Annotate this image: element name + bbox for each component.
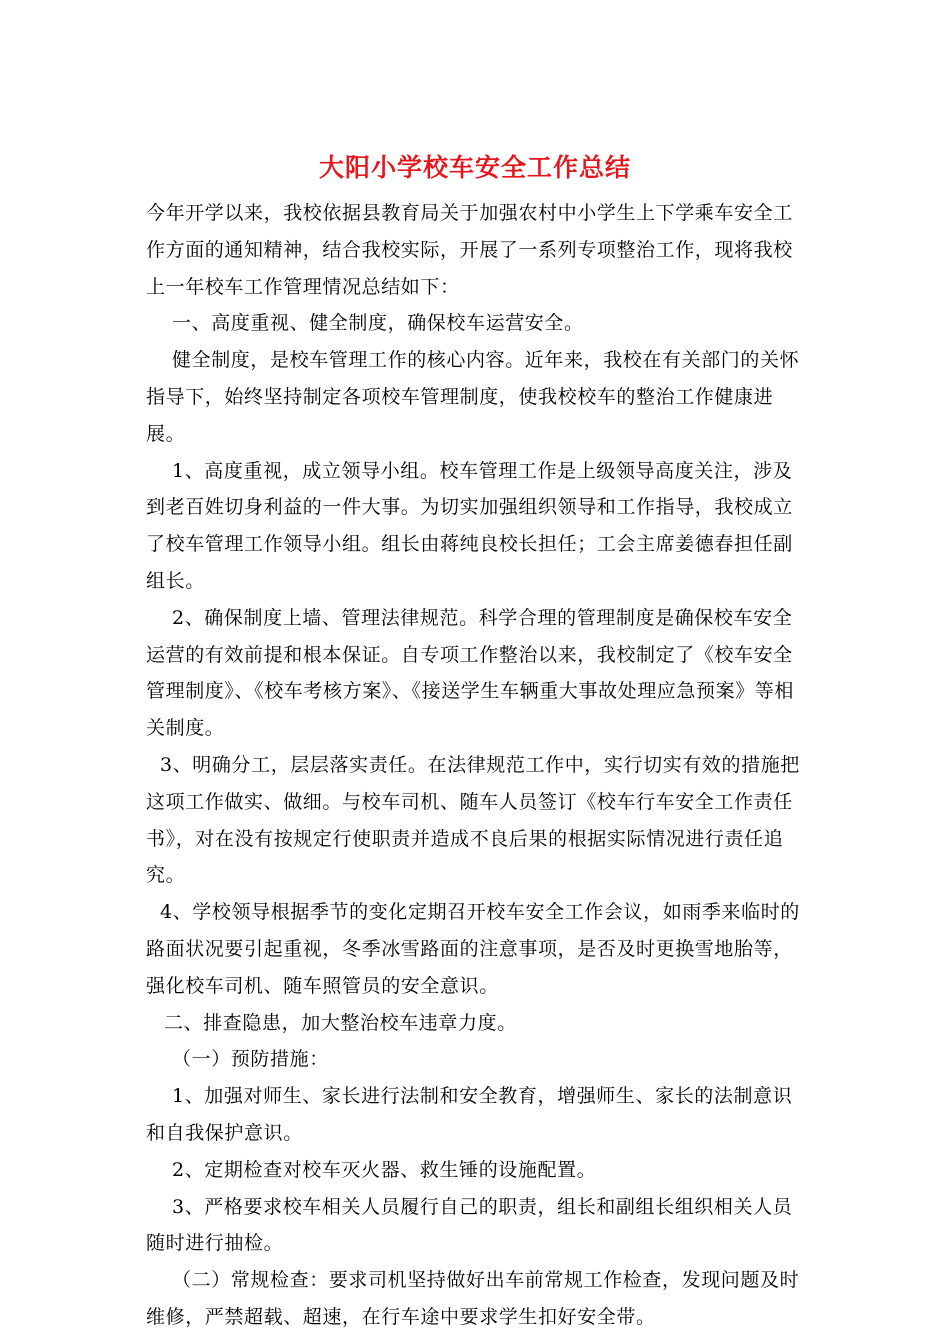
paragraph-section-2-heading: 二、排查隐患，加大整治校车违章力度。 <box>164 1011 517 1034</box>
document-title: 大阳小学校车安全工作总结 <box>318 153 631 182</box>
paragraph-item-3: 3、明确分工，层层落实责任。在法律规范工作中，实行切实有效的措施把这项工作做实、做细。与校车司机、随车人员签订《校车行车安全工作责任书》，对在没有按规定行使职责并造成不良后果的根据实际情况进行责任追究。 <box>146 753 800 887</box>
paragraph-prevention-1: 1、加强对师生、家长进行法制和安全教育，增强师生、家长的法制意识和自我保护意识。 <box>146 1085 793 1144</box>
paragraph-prevention-2: 2、定期检查对校车灭火器、救生锤的设施配置。 <box>172 1158 597 1181</box>
paragraph-prevention-3: 3、严格要求校车相关人员履行自己的职责，组长和副组长组织相关人员随时进行抽检。 <box>146 1195 793 1255</box>
paragraph-intro: 今年开学以来，我校依据县教育局关于加强农村中小学生上下学乘车安全工作方面的通知精神，结合我校实际，开展了一系列专项整治工作，现将我校上一年校车工作管理情况总结如下： <box>146 202 793 298</box>
document-body <box>146 195 808 1336</box>
paragraph-section-1-heading: 一、高度重视、健全制度，确保校车运营安全。 <box>172 312 584 335</box>
paragraph-item-4: 4、学校领导根据季节的变化定期召开校车安全工作会议，如雨季来临时的路面状况要引起重视，冬季冰雪路面的注意事项，是否及时更换雪地胎等，强化校车司机、随车照管员的安全意识。 <box>146 901 800 997</box>
paragraph-subsection-2: （二）常规检查：要求司机坚持做好出车前常规工作检查，发现问题及时维修，严禁超载、超速，在行车途中要求学生扣好安全带。 <box>146 1269 800 1328</box>
paragraph-subsection-1-heading: （一）预防措施： <box>172 1048 329 1071</box>
paragraph-item-1: 1、高度重视，成立领导小组。校车管理工作是上级领导高度关注，涉及到老百姓切身利益的一件大事。为切实加强组织领导和工作指导，我校成立了校车管理工作领导小组。组长由蒋纯良校长担任；工会主席姜德春担任副组长。 <box>146 459 793 592</box>
paragraph-item-2: 2、确保制度上墙、管理法律规范。科学合理的管理制度是确保校车安全运营的有效前提和根本保证。自专项工作整治以来，我校制定了《校车安全管理制度》、《校车考核方案》、《接送学生车辆重大事故处理应急预案》等相关制度。 <box>146 606 795 740</box>
paragraph-section-1-intro: 健全制度，是校车管理工作的核心内容。近年来，我校在有关部门的关怀指导下，始终坚持制定各项校车管理制度，使我校校车的整治工作健康进展。 <box>146 349 800 445</box>
